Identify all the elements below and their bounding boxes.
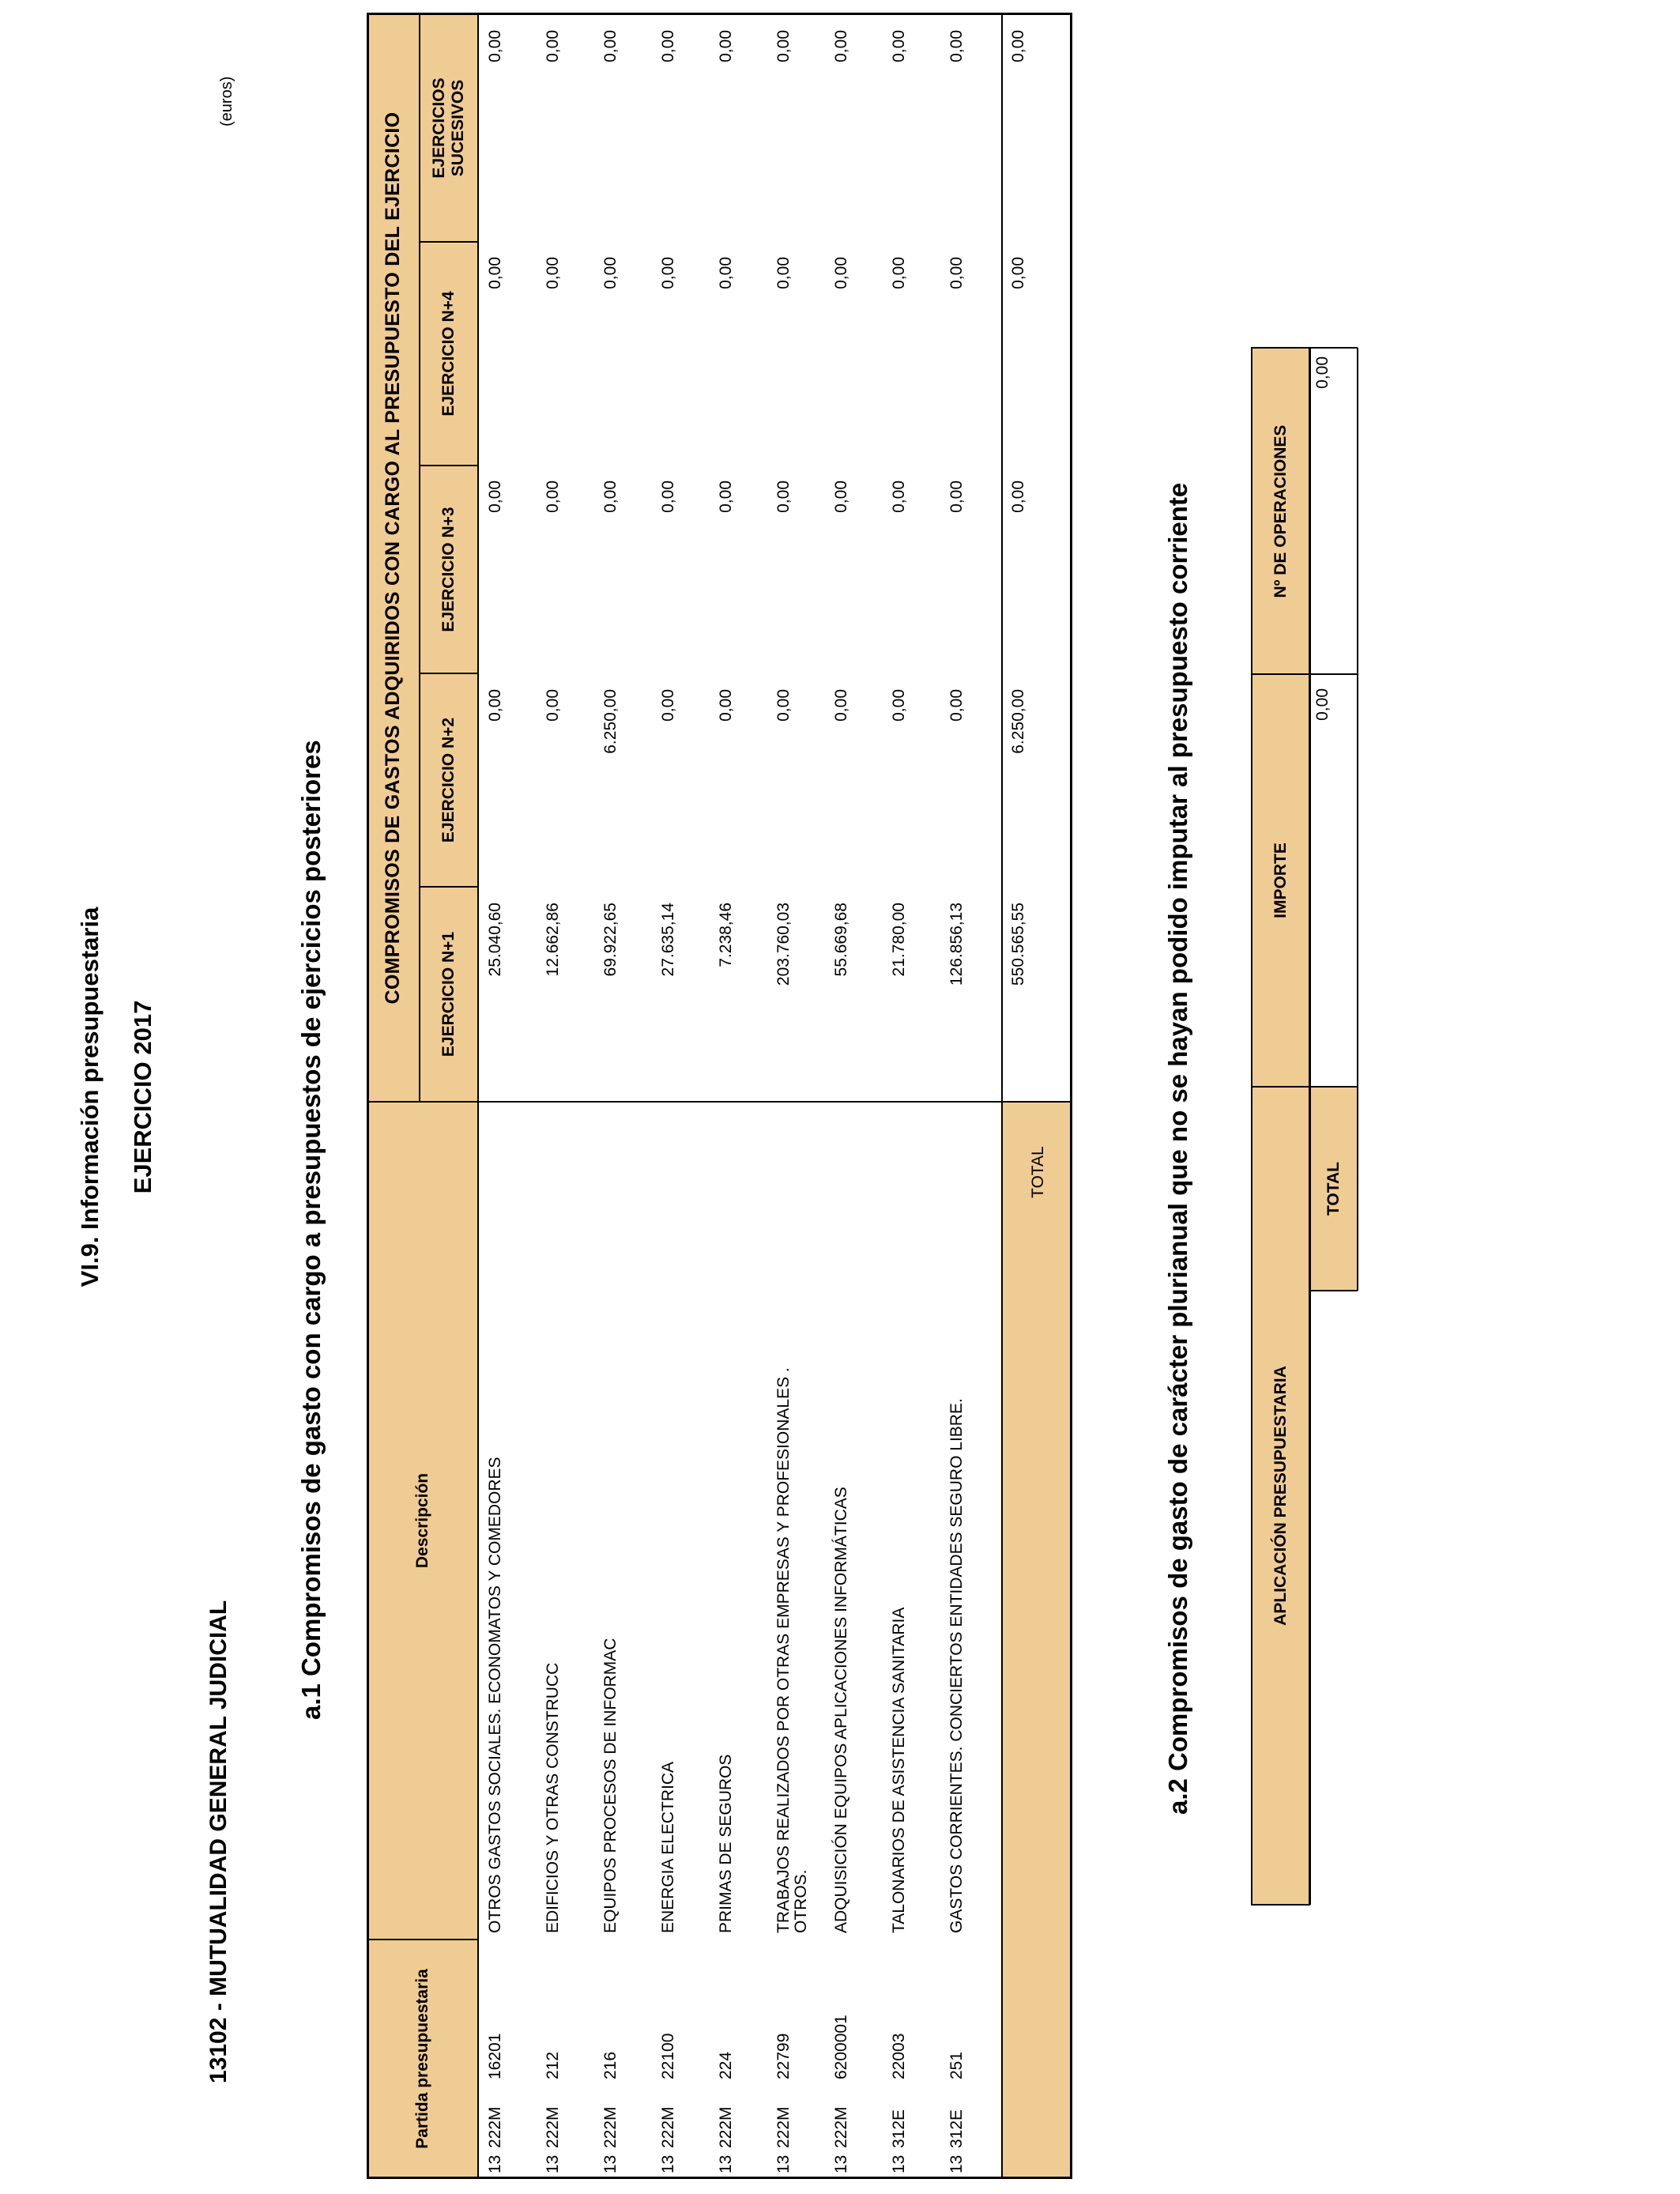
units-label: (euros) (218, 76, 235, 126)
a2-total-label-text: TOTAL (1324, 1161, 1343, 1216)
header-sucesivos-label-2: SUCESIVOS (448, 79, 467, 177)
grid-line (367, 1101, 1072, 1103)
row-n3: 0,00 (601, 481, 620, 513)
row-n2: 0,00 (774, 689, 793, 722)
row-sucesivos: 0,00 (601, 30, 620, 62)
page-title: VI.9. Información presupuestaria (76, 907, 104, 1287)
header-descripcion (367, 1102, 478, 1940)
row-n1: 69.922,65 (601, 903, 620, 977)
grid-line (367, 13, 369, 2178)
header-group-label: COMPROMISOS DE GASTOS ADQUIRIDOS CON CARGO AL PRESUPUESTO DEL EJERCICIO (382, 111, 404, 1005)
grid-line (1070, 13, 1072, 2178)
row-descripcion: GASTOS CORRIENTES. CONCIERTOS ENTIDADES SEGURO LIBRE. (947, 1398, 966, 1933)
row-n2: 0,00 (659, 689, 677, 722)
row-n2: 0,00 (890, 689, 908, 722)
row-n3: 0,00 (832, 481, 850, 513)
grid-line (419, 241, 478, 243)
row-programa: 222M (486, 2106, 504, 2148)
row-economico: 251 (947, 2051, 966, 2079)
row-organico: 13 (774, 2154, 793, 2173)
row-n1: 203.760,03 (774, 903, 793, 986)
row-programa: 312E (890, 2109, 908, 2148)
row-sucesivos: 0,00 (774, 30, 793, 62)
row-n4: 0,00 (947, 257, 966, 289)
grid-line (419, 886, 478, 888)
header-n4 (419, 242, 478, 466)
grid-line (1251, 1904, 1310, 1906)
a2-header-importe-label: IMPORTE (1271, 843, 1290, 918)
grid-line (419, 465, 478, 466)
grid-line (367, 1939, 478, 1940)
row-n1: 7.238,46 (717, 903, 735, 967)
row-sucesivos: 0,00 (717, 30, 735, 62)
row-descripcion: ENERGIA ELECTRICA (659, 1761, 677, 1933)
row-programa: 222M (544, 2106, 562, 2148)
row-economico: 216 (601, 2051, 620, 2079)
grid-line (1251, 673, 1358, 675)
header-n1-label: EJERCICIO N+1 (439, 931, 458, 1057)
header-partida-label: Partida presupuestaria (413, 1969, 431, 2149)
row-n3: 0,00 (544, 481, 562, 513)
a2-header-operaciones-label: Nº DE OPERACIONES (1271, 424, 1290, 598)
a2-header-importe (1251, 674, 1310, 1087)
row-economico: 224 (717, 2051, 735, 2079)
row-organico: 13 (947, 2154, 966, 2173)
header-n2 (419, 673, 478, 887)
row-n2: 6.250,00 (601, 689, 620, 754)
organization-label: 13102 - MUTUALIDAD GENERAL JUDICIAL (205, 1600, 232, 2083)
row-n1: 21.780,00 (890, 903, 908, 977)
row-n4: 0,00 (890, 257, 908, 289)
header-sucesivos (419, 14, 478, 242)
row-programa: 312E (947, 2109, 966, 2148)
row-programa: 222M (601, 2106, 620, 2148)
row-n1: 27.635,14 (659, 903, 677, 977)
section-a2-heading: a.2 Compromisos de gasto de carácter plurianual que no se hayan podido imputar al presupuesto corriente (1163, 482, 1192, 1815)
row-descripcion: TALONARIOS DE ASISTENCIA SANITARIA (890, 1607, 908, 1933)
header-group (367, 14, 419, 1102)
row-organico: 13 (832, 2154, 850, 2173)
header-n2-label: EJERCICIO N+2 (439, 717, 458, 843)
grid-line (419, 673, 478, 674)
row-programa: 222M (659, 2106, 677, 2148)
row-programa: 222M (774, 2106, 793, 2148)
header-n3-label: EJERCICIO N+3 (439, 507, 458, 632)
a2-total-operaciones: 0,00 (1313, 356, 1332, 389)
total-row-label-bg (1001, 1102, 1072, 2178)
header-n4-label: EJERCICIO N+4 (439, 291, 458, 417)
grid-line (367, 13, 1072, 15)
row-descripcion: EQUIPOS PROCESOS DE INFORMAC (601, 1638, 620, 1933)
row-economico: 212 (544, 2051, 562, 2079)
row-n4: 0,00 (717, 257, 735, 289)
row-n2: 0,00 (832, 689, 850, 722)
row-programa: 222M (717, 2106, 735, 2148)
a2-total-importe: 0,00 (1313, 688, 1332, 721)
row-n1: 12.662,86 (544, 903, 562, 977)
header-sucesivos-label-1: EJERCICIOS (429, 77, 448, 179)
total-sucesivos: 0,00 (1009, 30, 1027, 62)
row-n3: 0,00 (659, 481, 677, 513)
row-descripcion: EDIFICIOS Y OTRAS CONSTRUCC (544, 1662, 562, 1933)
header-descripcion-label: Descripción (413, 1472, 431, 1569)
row-economico: 16201 (486, 2033, 504, 2079)
row-programa: 222M (832, 2106, 850, 2148)
row-descripcion: OTROS GASTOS SOCIALES. ECONOMATOS Y COMEDORES (486, 1457, 504, 1933)
row-organico: 13 (890, 2154, 908, 2173)
row-organico: 13 (659, 2154, 677, 2173)
row-sucesivos: 0,00 (544, 30, 562, 62)
total-n1: 550.565,55 (1009, 903, 1027, 986)
grid-line (367, 2177, 1072, 2179)
row-n4: 0,00 (774, 257, 793, 289)
row-organico: 13 (717, 2154, 735, 2173)
grid-line (1251, 1086, 1358, 1088)
grid-line (1309, 348, 1311, 1905)
row-n4: 0,00 (659, 257, 677, 289)
row-sucesivos: 0,00 (659, 30, 677, 62)
row-organico: 13 (486, 2154, 504, 2173)
row-n3: 0,00 (717, 481, 735, 513)
row-n2: 0,00 (486, 689, 504, 722)
grid-line (1001, 13, 1003, 2178)
row-sucesivos: 0,00 (486, 30, 504, 62)
a2-header-aplicacion (1251, 1087, 1310, 1905)
row-n1: 126.856,13 (947, 903, 966, 986)
row-n3: 0,00 (890, 481, 908, 513)
row-n3: 0,00 (774, 481, 793, 513)
row-organico: 13 (544, 2154, 562, 2173)
row-sucesivos: 0,00 (890, 30, 908, 62)
row-n4: 0,00 (486, 257, 504, 289)
row-n4: 0,00 (832, 257, 850, 289)
a2-total-label (1310, 1087, 1358, 1291)
row-n3: 0,00 (486, 481, 504, 513)
row-n2: 0,00 (947, 689, 966, 722)
row-n4: 0,00 (544, 257, 562, 289)
total-n3: 0,00 (1009, 481, 1027, 513)
row-n4: 0,00 (601, 257, 620, 289)
grid-line (419, 14, 420, 1102)
header-n3 (419, 466, 478, 673)
row-descripcion: TRABAJOS REALIZADOS POR OTRAS EMPRESAS Y PROFESIONALES . (774, 1367, 793, 1933)
row-n1: 55.669,68 (832, 903, 850, 977)
row-n3: 0,00 (947, 481, 966, 513)
row-descripcion: ADQUISICIÓN EQUIPOS APLICACIONES INFORMÁTICAS (832, 1487, 850, 1933)
a2-header-operaciones (1251, 349, 1310, 674)
grid-line (1251, 347, 1358, 349)
row-economico: 6200001 (832, 2015, 850, 2079)
grid-line (1309, 1290, 1358, 1291)
header-n1 (419, 887, 478, 1102)
grid-line (1357, 348, 1358, 1291)
row-n2: 0,00 (717, 689, 735, 722)
header-partida (367, 1940, 478, 2178)
row-economico: 22003 (890, 2033, 908, 2079)
total-n4: 0,00 (1009, 257, 1027, 289)
a2-header-aplicacion-label: APLICACIÓN PRESUPUESTARIA (1271, 1366, 1290, 1626)
section-a1-heading: a.1 Compromisos de gasto con cargo a presupuestos de ejercicios posteriores (296, 740, 326, 1720)
row-descripcion: PRIMAS DE SEGUROS (717, 1754, 735, 1933)
row-descripcion-cont: OTROS. (792, 1869, 810, 1933)
row-economico: 22100 (659, 2033, 677, 2079)
row-sucesivos: 0,00 (832, 30, 850, 62)
grid-line (477, 13, 479, 2178)
row-economico: 22799 (774, 2033, 793, 2079)
row-n1: 25.040,60 (486, 903, 504, 977)
row-sucesivos: 0,00 (947, 30, 966, 62)
total-n2: 6.250,00 (1009, 689, 1027, 754)
grid-line (1251, 348, 1252, 1905)
row-organico: 13 (601, 2154, 620, 2173)
total-label: TOTAL (1029, 1146, 1047, 1198)
page-subtitle: EJERCICIO 2017 (129, 1000, 156, 1194)
row-n2: 0,00 (544, 689, 562, 722)
